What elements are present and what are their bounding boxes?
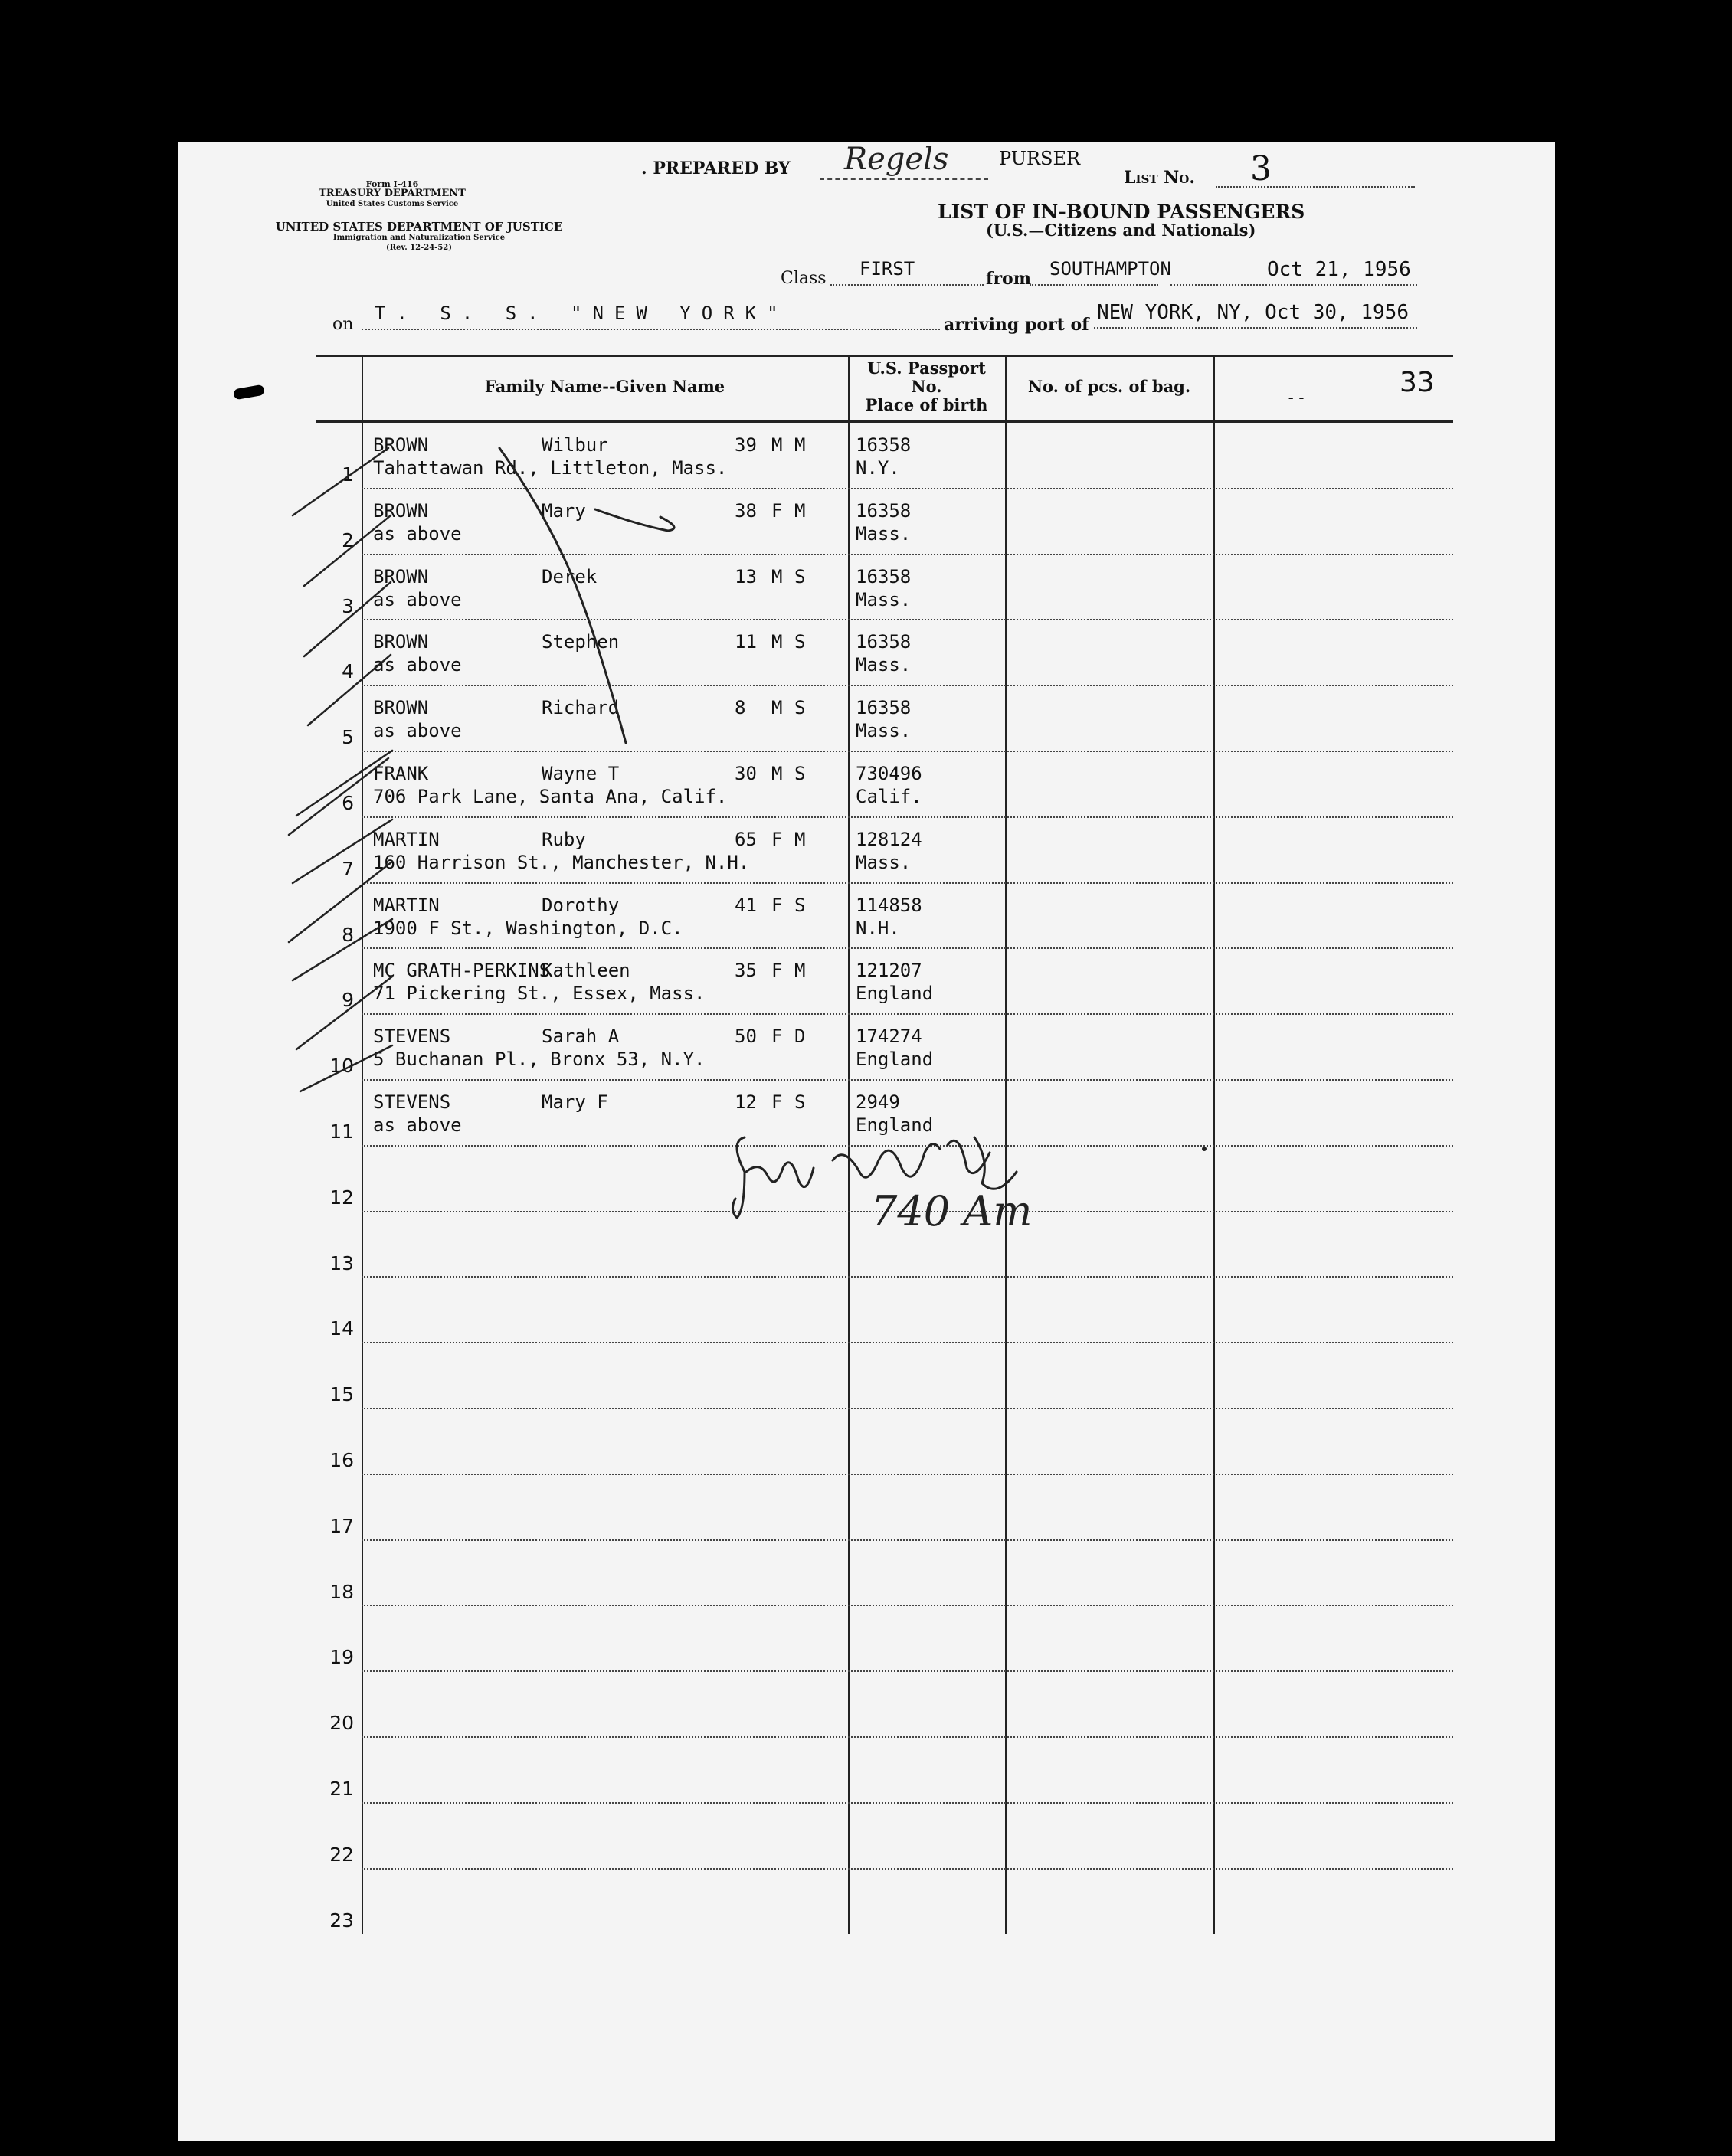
passenger-age: 13 [735, 565, 757, 587]
place-of-birth: England [856, 983, 934, 1005]
passenger-marital-status: M [794, 960, 806, 982]
passenger-sex: M [771, 434, 783, 456]
list-no-rule [1216, 186, 1415, 188]
passenger-address: as above [373, 720, 462, 742]
col-header-passport-1: U.S. Passport [867, 358, 986, 378]
col-header-passport-2: No. [911, 377, 942, 396]
place-of-birth: England [856, 1049, 934, 1071]
row-divider [362, 1605, 1453, 1606]
passport-number: 16358 [856, 697, 912, 719]
col-header-extra: - - [1288, 388, 1305, 407]
form-revision: (Rev. 12-24-52) [386, 244, 452, 252]
purser-label: PURSER [999, 148, 1081, 169]
passport-number: 114858 [856, 894, 922, 916]
passenger-marital-status: D [794, 1026, 806, 1048]
row-divider [362, 882, 1453, 884]
row-number: 14 [329, 1317, 354, 1340]
row-number: 1 [342, 463, 354, 486]
col-header-bags: No. of pcs. of bag. [1027, 377, 1191, 396]
row-divider [362, 1539, 1453, 1541]
hand-note: 740 Am [871, 1187, 1033, 1235]
table-header-border [316, 420, 1453, 423]
row-divider [362, 816, 1453, 818]
place-of-birth: England [856, 1114, 934, 1136]
passenger-marital-status: S [794, 894, 806, 916]
row-number: 20 [329, 1712, 354, 1735]
place-of-birth: Mass. [856, 522, 912, 545]
passenger-sex: F [771, 1026, 783, 1048]
ins-service: Immigration and Naturalization Service [332, 234, 506, 242]
passenger-family-name: BROWN [373, 697, 429, 719]
passenger-given-name: Richard [542, 697, 620, 719]
passenger-marital-status: M [794, 499, 806, 522]
passport-number: 2949 [856, 1091, 900, 1113]
row-divider [362, 685, 1453, 686]
passenger-sex: F [771, 960, 783, 982]
passport-number: 16358 [856, 434, 912, 456]
passport-number: 730496 [856, 763, 922, 784]
row-number: 7 [342, 857, 354, 880]
justice-dept: UNITED STATES DEPARTMENT OF JUSTICE [275, 220, 563, 234]
row-divider [362, 488, 1453, 489]
document-title: LIST OF IN-BOUND PASSENGERS [938, 201, 1305, 223]
passenger-family-name: BROWN [373, 565, 429, 587]
passenger-sex: M [771, 631, 783, 653]
passenger-given-name: Wayne T [542, 763, 620, 784]
passenger-address: as above [373, 588, 462, 610]
passenger-sex: F [771, 894, 783, 916]
passport-number: 121207 [856, 960, 922, 982]
passenger-sex: M [771, 763, 783, 784]
row-number: 11 [329, 1121, 354, 1143]
passenger-address: as above [373, 522, 462, 545]
row-divider [362, 1079, 1453, 1081]
passenger-age: 39 [735, 434, 757, 456]
passenger-marital-status: S [794, 697, 806, 719]
row-divider [362, 1145, 1453, 1147]
passenger-marital-status: S [794, 631, 806, 653]
from-label: from [986, 269, 1032, 289]
row-number: 21 [329, 1778, 354, 1800]
passenger-age: 65 [735, 828, 757, 850]
passenger-marital-status: S [794, 1091, 806, 1113]
row-number: 13 [329, 1251, 354, 1274]
row-divider [362, 1736, 1453, 1738]
passenger-family-name: STEVENS [373, 1091, 451, 1113]
place-of-birth: Mass. [856, 720, 912, 742]
place-of-birth: N.H. [856, 917, 900, 939]
passenger-given-name: Sarah A [542, 1026, 620, 1048]
passenger-age: 11 [735, 631, 757, 653]
row-number: 8 [342, 923, 354, 946]
table-top-border [316, 355, 1453, 357]
row-divider [362, 1868, 1453, 1870]
passenger-marital-status: S [794, 565, 806, 587]
passenger-address: 71 Pickering St., Essex, Mass. [373, 983, 706, 1005]
row-number: 10 [329, 1055, 354, 1078]
row-divider [362, 1408, 1453, 1409]
row-divider [362, 947, 1453, 949]
passenger-given-name: Stephen [542, 631, 620, 653]
passenger-address: Tahattawan Rd., Littleton, Mass. [373, 457, 728, 479]
row-divider [362, 1802, 1453, 1804]
form-number: Form I-416 [365, 179, 419, 189]
passenger-given-name: Mary F [542, 1091, 608, 1113]
passport-number: 16358 [856, 565, 912, 587]
passenger-address: 706 Park Lane, Santa Ana, Calif. [373, 786, 728, 807]
passenger-given-name: Ruby [542, 828, 586, 850]
passenger-sex: M [771, 697, 783, 719]
passenger-family-name: MARTIN [373, 828, 440, 850]
row-divider [362, 1342, 1453, 1343]
passenger-address: as above [373, 654, 462, 676]
document-subtitle: (U.S.—Citizens and Nationals) [986, 221, 1256, 240]
passenger-given-name: Dorothy [542, 894, 620, 916]
passenger-marital-status: S [794, 763, 806, 784]
place-of-birth: Mass. [856, 588, 912, 610]
ship-rule [362, 329, 940, 330]
passenger-family-name: BROWN [373, 631, 429, 653]
passenger-age: 35 [735, 960, 757, 982]
passenger-address: as above [373, 1114, 462, 1136]
from-date: Oct 21, 1956 [1267, 258, 1411, 281]
row-divider [362, 1013, 1453, 1015]
passenger-sex: F [771, 828, 783, 850]
row-number: 3 [342, 594, 354, 617]
passenger-sex: F [771, 499, 783, 522]
place-of-birth: Mass. [856, 851, 912, 873]
class-rule [830, 284, 984, 286]
prepared-by-rule [820, 178, 988, 180]
col-header-passport-3: Place of birth [865, 395, 988, 414]
row-number: 15 [329, 1383, 354, 1406]
row-number: 19 [329, 1646, 354, 1669]
row-number: 17 [329, 1514, 354, 1537]
passenger-given-name: Mary [542, 499, 586, 522]
passenger-age: 8 [735, 697, 746, 719]
treasury-dept: TREASURY DEPARTMENT [319, 188, 466, 199]
passenger-address: 160 Harrison St., Manchester, N.H. [373, 851, 750, 873]
passenger-address: 5 Buchanan Pl., Bronx 53, N.Y. [373, 1049, 706, 1071]
passenger-family-name: BROWN [373, 499, 429, 522]
passport-number: 128124 [856, 828, 922, 850]
passenger-given-name: Derek [542, 565, 598, 587]
passenger-marital-status: M [794, 434, 806, 456]
class-label: Class [781, 269, 827, 288]
document-page [178, 142, 1555, 2141]
from-rule [1030, 284, 1158, 286]
prepared-by-label: . PREPARED BY [641, 159, 791, 178]
place-of-birth: Calif. [856, 786, 922, 807]
passport-number: 16358 [856, 499, 912, 522]
row-number: 23 [329, 1909, 354, 1932]
row-divider [362, 619, 1453, 620]
place-of-birth: Mass. [856, 654, 912, 676]
passport-number: 16358 [856, 631, 912, 653]
passenger-sex: F [771, 1091, 783, 1113]
page-stamp: 33 [1400, 367, 1435, 398]
place-of-birth: N.Y. [856, 457, 900, 479]
row-divider [362, 1276, 1453, 1278]
row-number: 22 [329, 1843, 354, 1866]
customs-service: United States Customs Service [326, 200, 459, 208]
list-no-label: List No. [1124, 168, 1195, 188]
row-number: 18 [329, 1580, 354, 1603]
list-no-value: 3 [1250, 149, 1272, 188]
on-label: on [332, 315, 354, 334]
passenger-age: 50 [735, 1026, 757, 1048]
passenger-age: 41 [735, 894, 757, 916]
passenger-family-name: BROWN [373, 434, 429, 456]
row-number: 2 [342, 528, 354, 551]
passenger-family-name: MC GRATH-PERKINS [373, 960, 551, 982]
row-number: 9 [342, 989, 354, 1012]
class-value: FIRST [859, 258, 915, 280]
passenger-address: 1900 F St., Washington, D.C. [373, 917, 683, 939]
row-divider [362, 1670, 1453, 1672]
row-divider [362, 1474, 1453, 1475]
from-value: SOUTHAMPTON [1049, 258, 1171, 280]
row-number: 12 [329, 1186, 354, 1209]
arriving-value: NEW YORK, NY, Oct 30, 1956 [1097, 301, 1409, 324]
row-divider [362, 751, 1453, 752]
passenger-age: 12 [735, 1091, 757, 1113]
ship-name: T. S. S. "NEW YORK" [375, 303, 789, 324]
passenger-age: 30 [735, 763, 757, 784]
row-number: 6 [342, 792, 354, 814]
passport-number: 174274 [856, 1026, 922, 1048]
row-number: 16 [329, 1449, 354, 1471]
passenger-family-name: STEVENS [373, 1026, 451, 1048]
row-divider [362, 554, 1453, 555]
passenger-given-name: Wilbur [542, 434, 608, 456]
col-header-name: Family Name--Given Name [484, 377, 725, 396]
passenger-given-name: Kathleen [542, 960, 630, 982]
row-number: 4 [342, 660, 354, 683]
passenger-sex: M [771, 565, 783, 587]
arriving-label: arriving port of [944, 315, 1089, 335]
passenger-family-name: FRANK [373, 763, 429, 784]
from-date-rule [1170, 284, 1417, 286]
passenger-marital-status: M [794, 828, 806, 850]
passenger-family-name: MARTIN [373, 894, 440, 916]
row-number: 5 [342, 726, 354, 749]
prepared-by-value: Regels [844, 142, 949, 177]
passenger-age: 38 [735, 499, 757, 522]
arriving-rule [1094, 327, 1417, 329]
